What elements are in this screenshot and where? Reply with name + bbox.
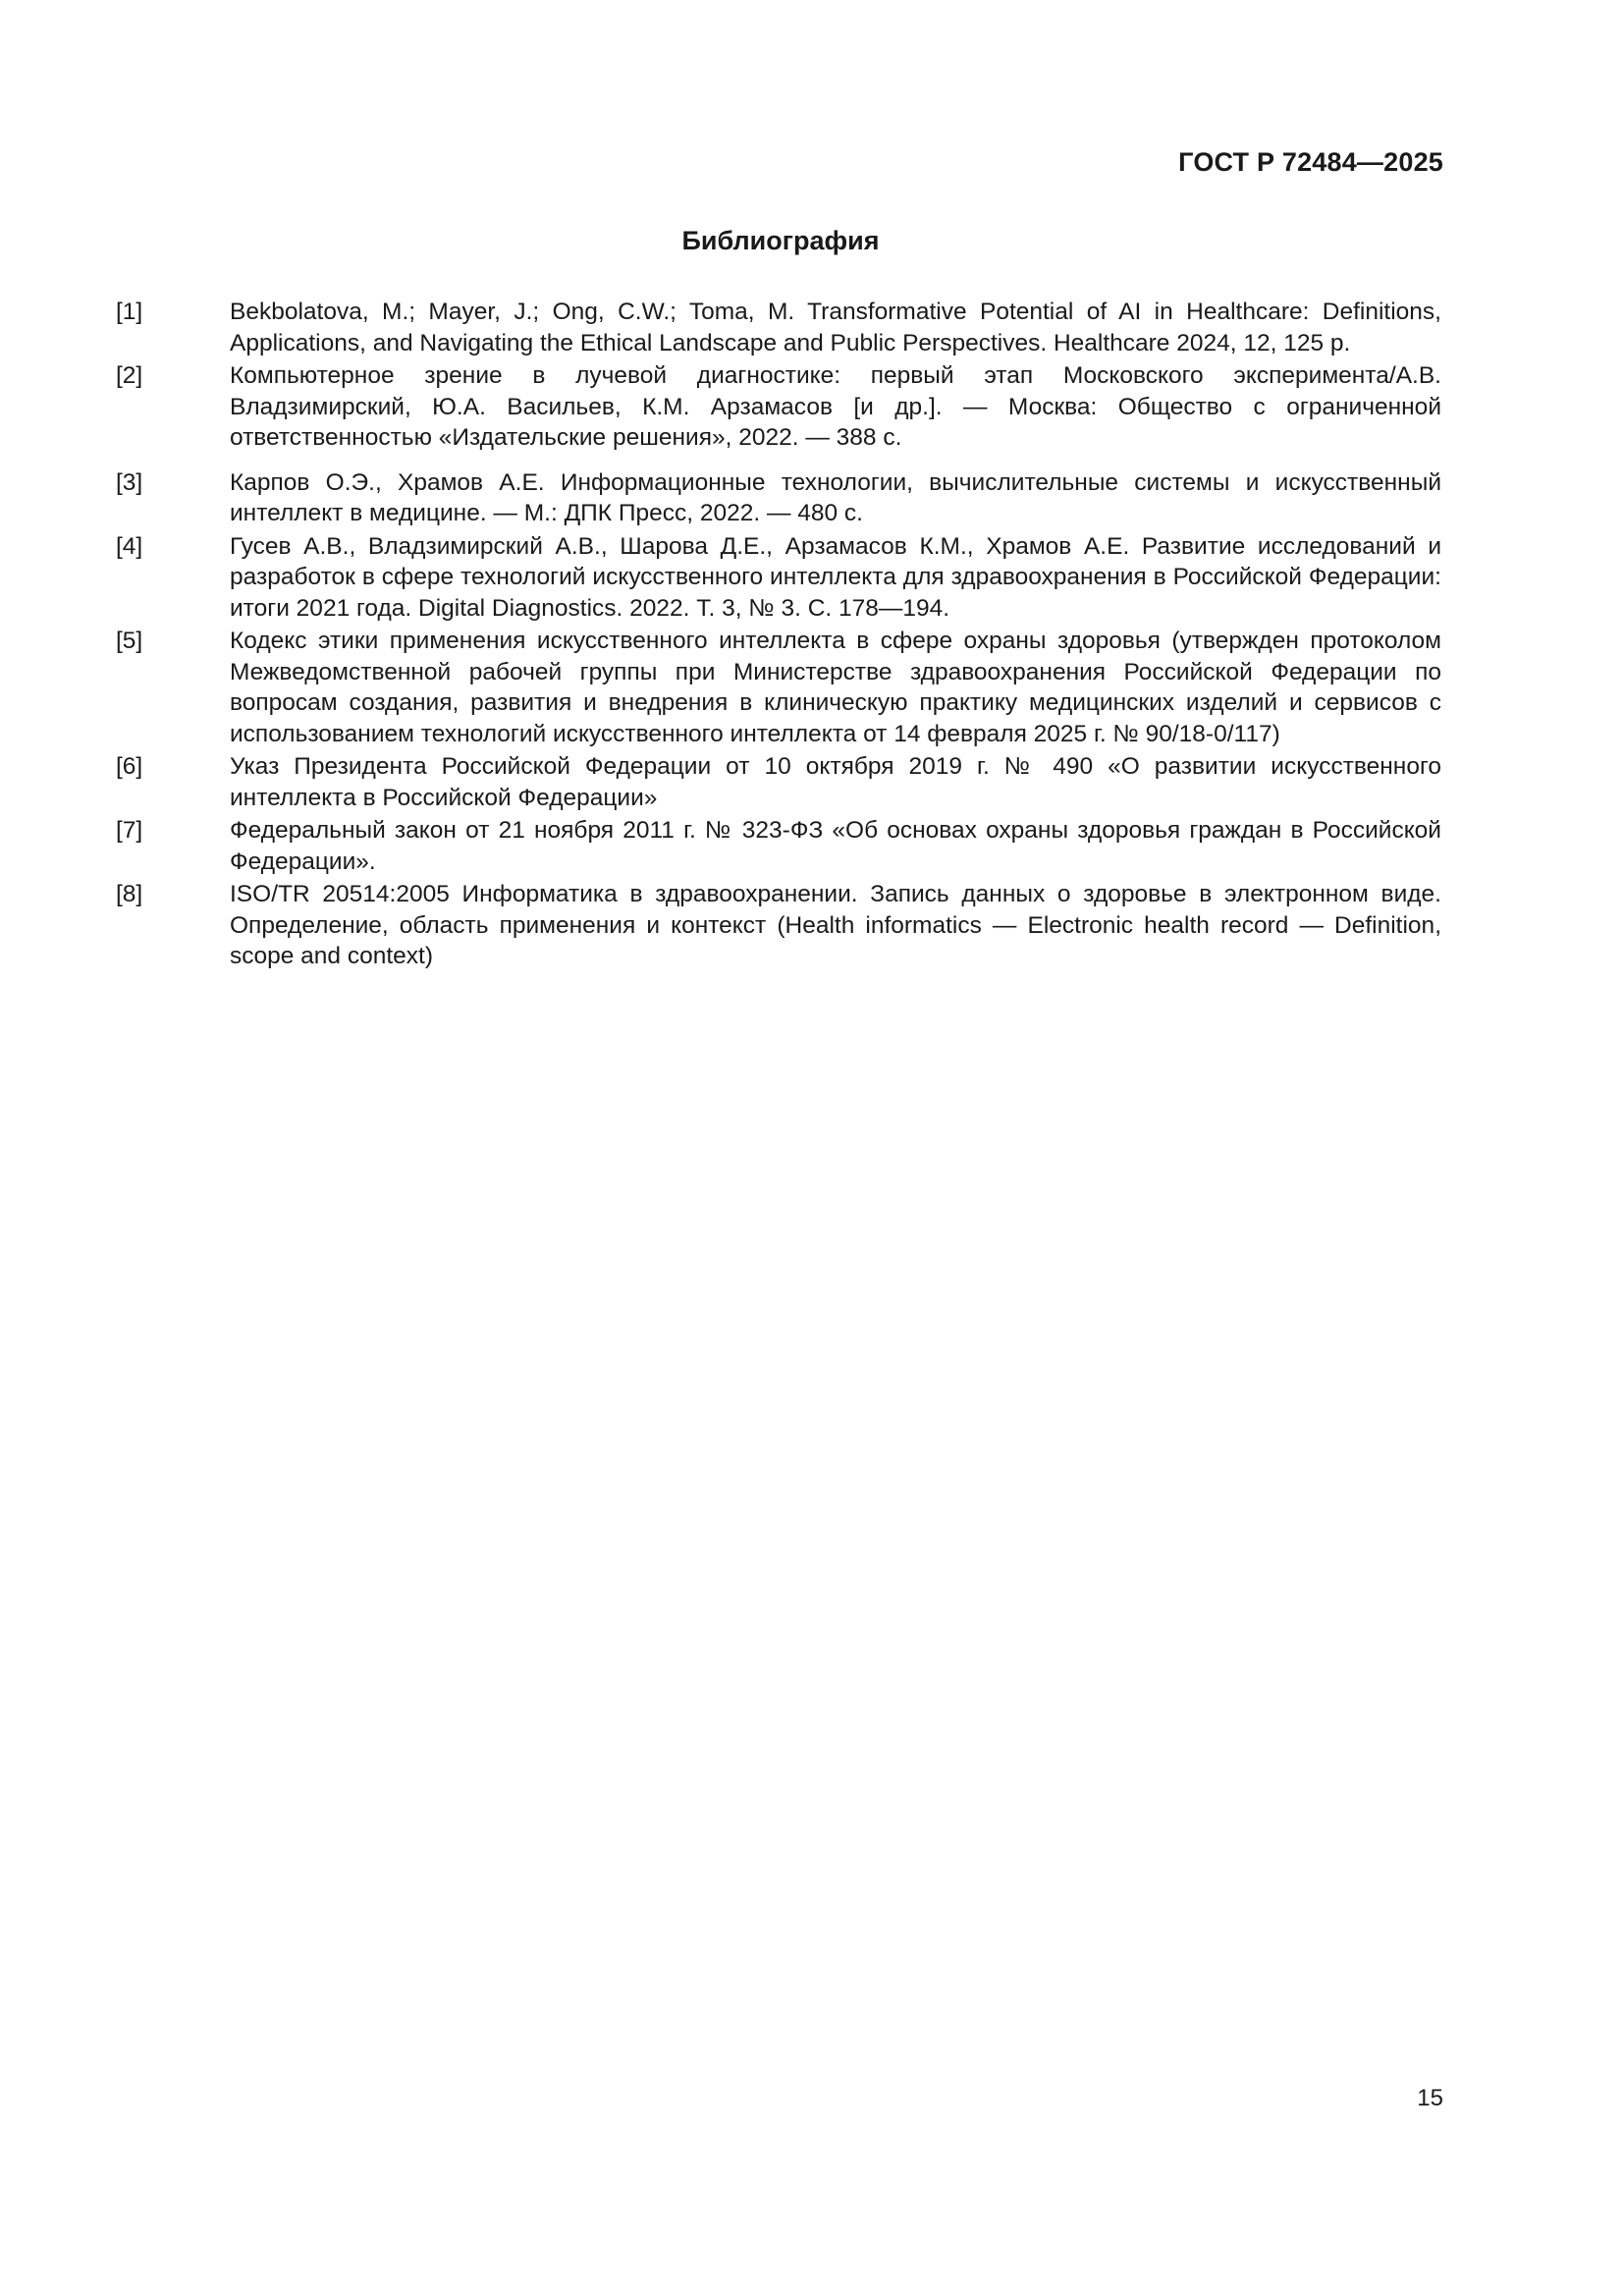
reference-text: Bekbolatova, M.; Mayer, J.; Ong, C.W.; Toma, M. Transformative Potential of AI in Healthcare: Definitions, Applications, and Navigating the Ethical Landscape and Public Perspectives. Healthcare 2024, 12, 125 p.: [230, 299, 1441, 356]
reference-number: [2]: [116, 362, 143, 389]
reference-number: [4]: [116, 532, 143, 560]
reference-item: [116, 815, 1441, 877]
reference-list: [116, 297, 1441, 972]
reference-text: Федеральный закон от 21 ноября 2011 г. № 323-ФЗ «Об основах охраны здоровья граждан в Российской Федерации».: [230, 817, 1441, 875]
reference-text: Кодекс этики применения искусственного интеллекта в сфере охраны здоровья (утвержден протоколом Межведомственной рабочей группы при Министерстве здравоохранения Российской Федерации по вопросам создания, развития и внедрения в клиническую практику медицинских изделий и сервисов с использованием технологий искусственного интеллекта от 14 февраля 2025 г. № 90/18-0/117): [230, 628, 1441, 747]
reference-number: [5]: [116, 628, 143, 654]
reference-text: Карпов О.Э., Храмов А.Е. Информационные технологии, вычислительные системы и искусственный интеллект в медицине. — М.: ДПК Пресс, 2022. — 480 с.: [230, 468, 1441, 526]
reference-text: Гусев А.В., Владзимирский А.В., Шарова Д.Е., Арзамасов К.М., Храмов А.Е. Развитие исследований и разработок в сфере технологий искусственного интеллекта для здравоохранения в Российской Федерации: итоги 2021 года. Digital Diagnostics. 2022. Т. 3, № 3. С. 178—194.: [230, 532, 1441, 622]
reference-item: [116, 751, 1441, 813]
reference-number: [3]: [116, 468, 143, 496]
reference-number: [6]: [116, 753, 143, 780]
reference-item: [116, 531, 1441, 625]
reference-number: [8]: [116, 881, 143, 907]
document-code: ГОСТ Р 72484—2025: [1178, 147, 1443, 177]
reference-item: [116, 297, 1441, 358]
reference-item: [116, 467, 1441, 529]
reference-item: [116, 879, 1441, 972]
reference-text: Указ Президента Российской Федерации от 10 октября 2019 г. № 490 «О развитии искусственного интеллекта в Российской Федерации»: [230, 753, 1441, 811]
reference-item: [116, 626, 1441, 749]
reference-item: [116, 360, 1441, 454]
reference-text: ISO/TR 20514:2005 Информатика в здравоохранении. Запись данных о здоровье в электронном виде. Определение, область применения и контекст (Health informatics — Electronic health record — Definition, scope and context): [230, 881, 1441, 969]
reference-number: [7]: [116, 817, 143, 844]
page-number: 15: [1417, 2085, 1443, 2111]
reference-number: [1]: [116, 299, 143, 325]
reference-text: Компьютерное зрение в лучевой диагностике: первый этап Московского эксперимента/А.В. Владзимирский, Ю.А. Васильев, К.М. Арзамасов [и др.]. — Москва: Общество с ограниченной ответственностью «Издательские решения», 2022. — 388 с.: [230, 362, 1441, 451]
bibliography-title: Библиография: [681, 226, 880, 255]
